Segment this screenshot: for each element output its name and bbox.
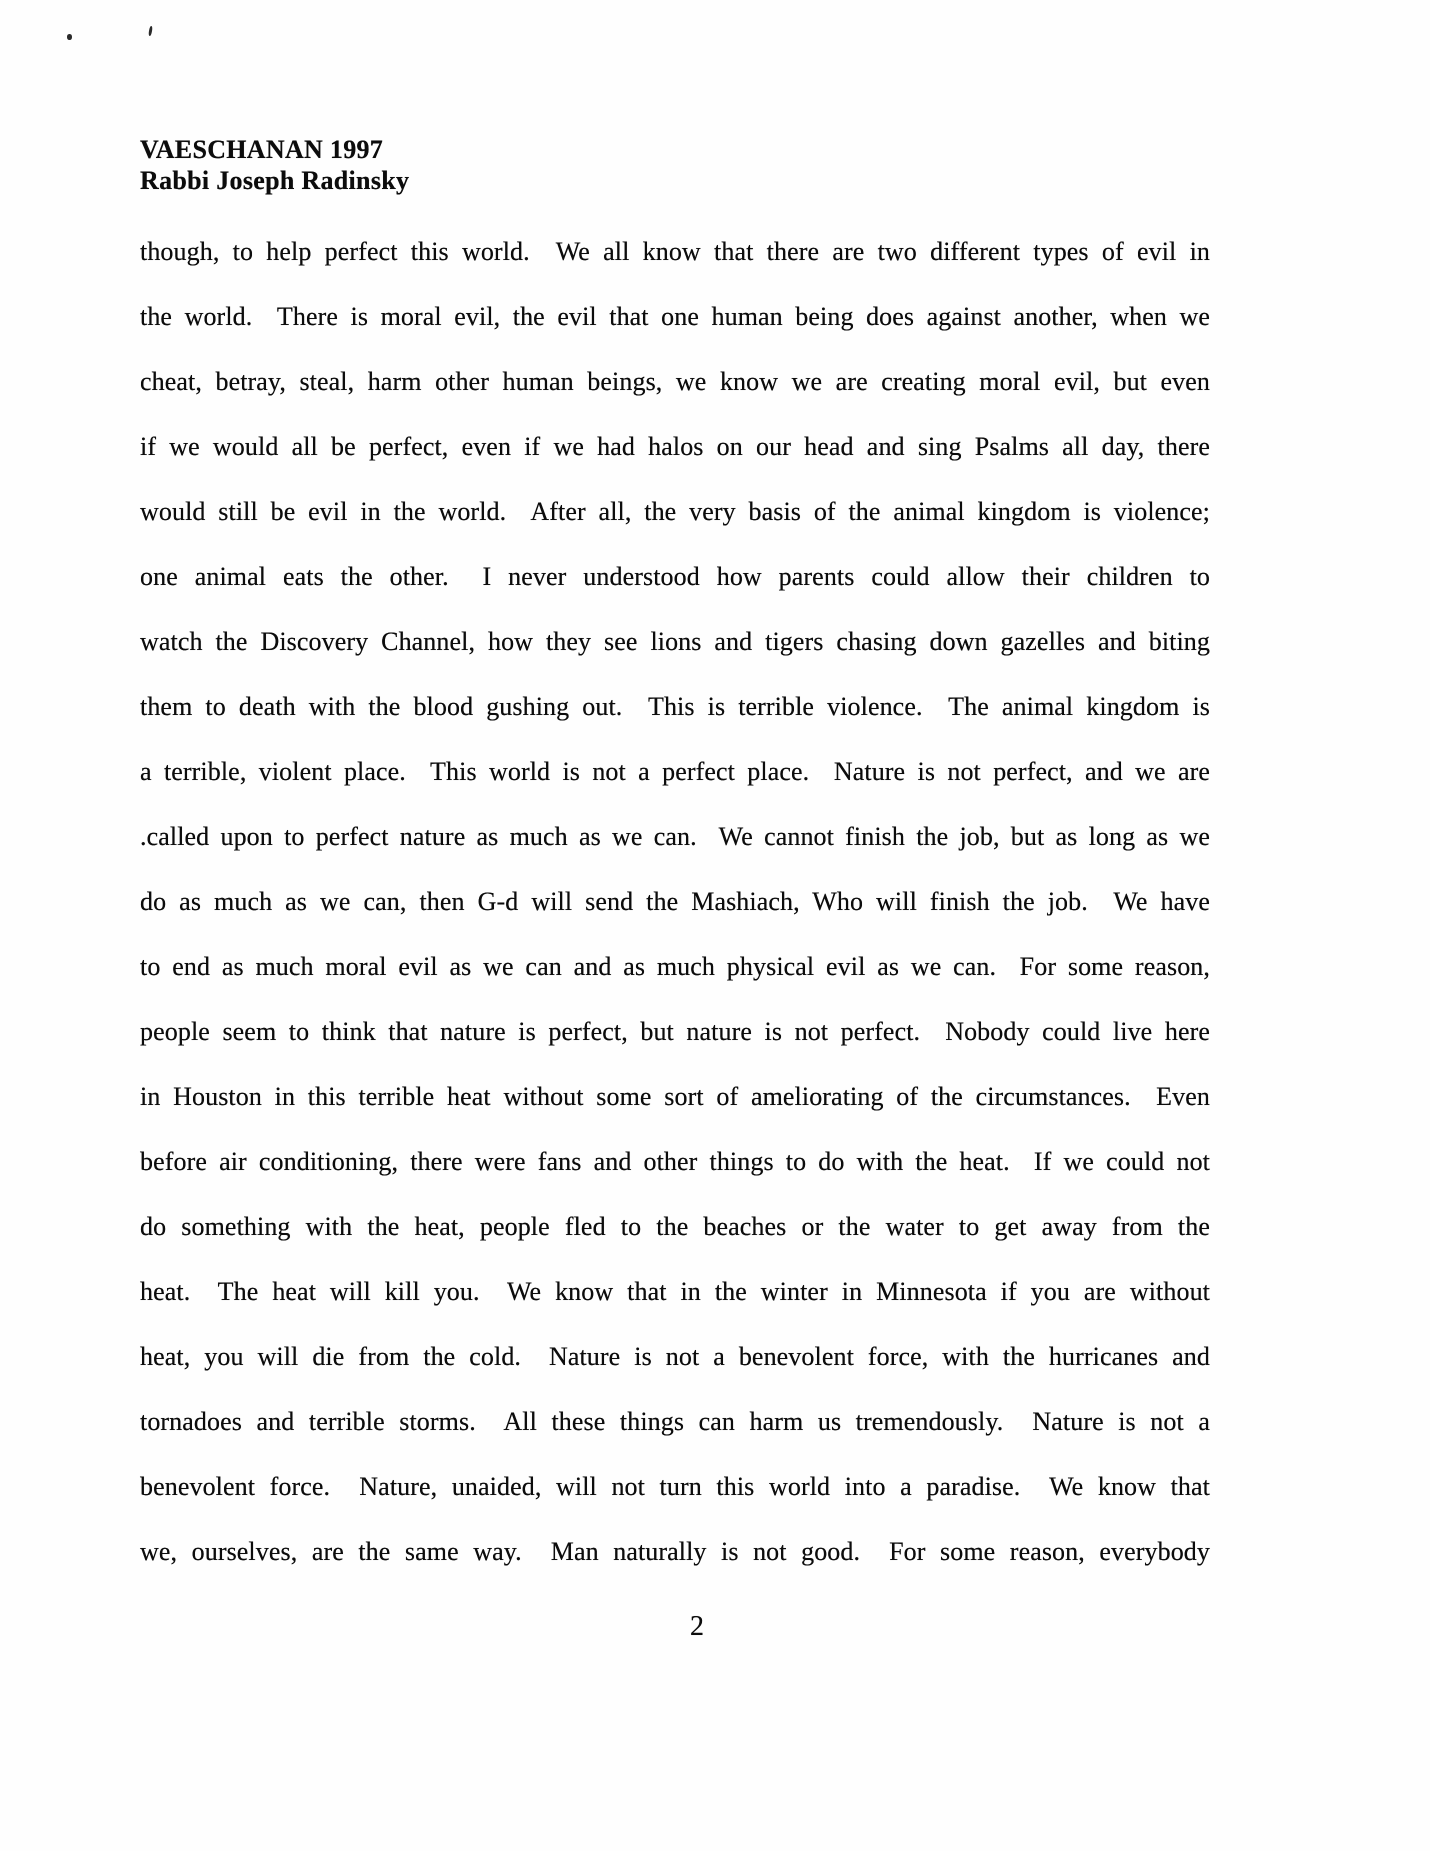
document-title: VAESCHANAN 1997 (140, 135, 384, 164)
document-author: Rabbi Joseph Radinsky (140, 166, 410, 195)
text-line: cheat, betray, steal, harm other human beings, we know we are creating moral evil, but even (140, 367, 1210, 396)
text-line: watch the Discovery Channel, how they see lions and tigers chasing down gazelles and biting (140, 627, 1210, 656)
text-line: benevolent force. Nature, unaided, will not turn this world into a paradise. We know that (140, 1472, 1210, 1501)
text-line: heat. The heat will kill you. We know that in the winter in Minnesota if you are without (140, 1277, 1210, 1306)
text-line: the world. There is moral evil, the evil that one human being does against another, when we (140, 302, 1210, 331)
text-line: we, ourselves, are the same way. Man naturally is not good. For some reason, everybody (140, 1537, 1210, 1566)
text-line: if we would all be perfect, even if we had halos on our head and sing Psalms all day, there (140, 432, 1210, 461)
document-header (140, 134, 409, 196)
text-line: .called upon to perfect nature as much as we can. We cannot finish the job, but as long as we (140, 822, 1210, 851)
document-body (140, 219, 1210, 1584)
text-line: before air conditioning, there were fans and other things to do with the heat. If we could not (140, 1147, 1210, 1176)
text-line: in Houston in this terrible heat without some sort of ameliorating of the circumstances. Even (140, 1082, 1210, 1111)
text-line: them to death with the blood gushing out. This is terrible violence. The animal kingdom is (140, 692, 1210, 721)
scan-speck (148, 26, 153, 36)
text-line: would still be evil in the world. After all, the very basis of the animal kingdom is violence; (140, 497, 1210, 526)
page-number: 2 (690, 1611, 704, 1642)
text-line: heat, you will die from the cold. Nature is not a benevolent force, with the hurricanes and (140, 1342, 1210, 1371)
text-line: though, to help perfect this world. We all know that there are two different types of evil in (140, 237, 1210, 266)
text-line: tornadoes and terrible storms. All these things can harm us tremendously. Nature is not a (140, 1407, 1210, 1436)
text-line: to end as much moral evil as we can and as much physical evil as we can. For some reason, (140, 952, 1210, 981)
text-line: people seem to think that nature is perfect, but nature is not perfect. Nobody could live here (140, 1017, 1210, 1046)
text-line: do something with the heat, people fled to the beaches or the water to get away from the (140, 1212, 1210, 1241)
text-line: one animal eats the other. I never understood how parents could allow their children to (140, 562, 1210, 591)
text-line: do as much as we can, then G-d will send the Mashiach, Who will finish the job. We have (140, 887, 1210, 916)
scan-speck (67, 34, 72, 40)
text-line: a terrible, violent place. This world is not a perfect place. Nature is not perfect, and we are (140, 757, 1210, 786)
